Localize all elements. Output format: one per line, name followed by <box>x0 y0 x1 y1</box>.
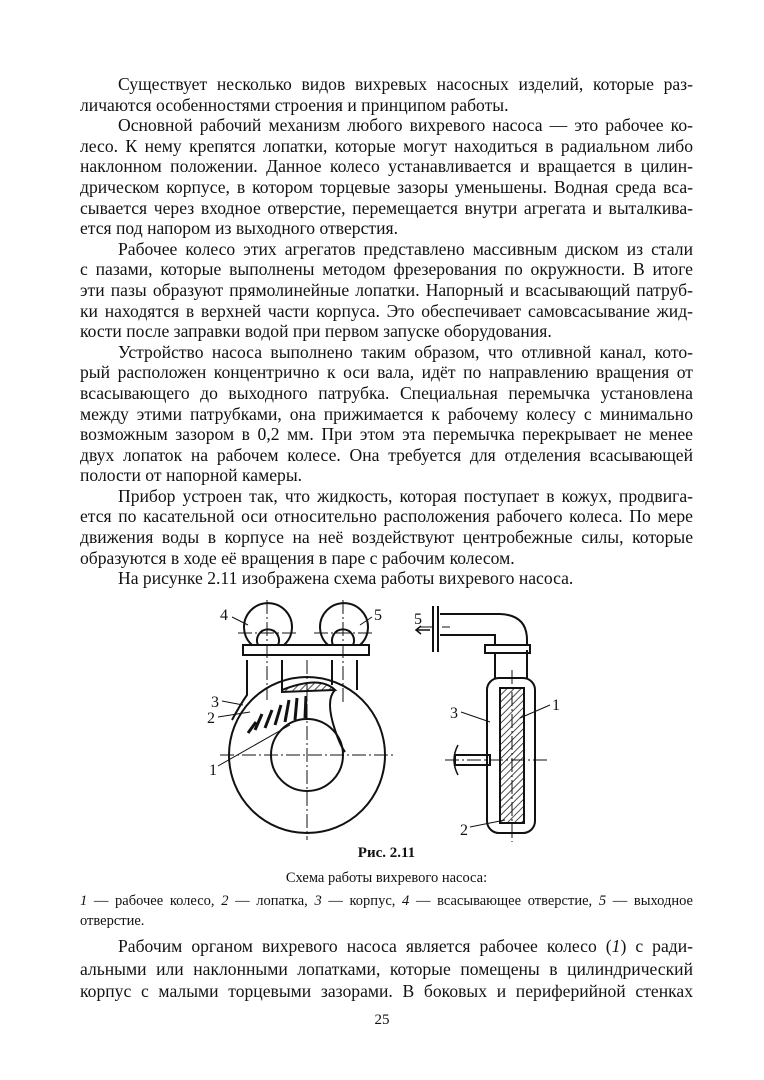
text-line: кости после заправки водой при первом запуске оборудования. <box>80 321 552 342</box>
text-line: всасывающего до выходного патрубка. Специальная перемычка установлена <box>80 382 693 403</box>
text-segment: Рабочим органом вихревого насоса является рабочее колесо ( <box>118 936 612 956</box>
label-side-1: 1 <box>552 697 560 714</box>
text-line: На рисунке 2.11 изображена схема работы вихревого насоса. <box>118 568 574 589</box>
text-line: ки находятся в верхней части корпуса. Это обеспечивает самовсасывание жид- <box>80 300 693 321</box>
label-front-4: 4 <box>220 607 228 624</box>
page-number: 25 <box>374 1012 390 1028</box>
legend-number: 5 <box>598 893 607 909</box>
text-line: личаются особенностями строения и принципом работы. <box>80 94 509 115</box>
text-line: двух лопаток на рабочем колесе. Она требуется для отделения всасывающей <box>80 444 693 465</box>
reference-number: 1 <box>611 936 621 956</box>
label-front-1: 1 <box>209 762 217 779</box>
legend-text: — рабочее колесо, <box>87 893 222 909</box>
label-side-5: 5 <box>414 611 422 628</box>
text-line: альными или наклонными лопатками, которые помещены в цилиндрический <box>80 958 693 979</box>
label-front-3: 3 <box>211 694 219 711</box>
figure-legend <box>80 891 693 931</box>
legend-tail: отверстие. <box>80 913 145 929</box>
legend-text: — лопатка, <box>228 893 315 909</box>
text-line: наклонном положении. Данное колесо устанавливается и вращается в цилин- <box>80 156 693 177</box>
text-line: Прибор устроен так, что жидкость, которая поступает в кожух, продвига- <box>118 485 693 506</box>
legend-text: — всасывающее отверстие, <box>409 893 599 909</box>
text-line: Существует несколько видов вихревых насосных изделий, которые раз- <box>118 74 693 94</box>
text-line: полости от напорной камеры. <box>80 465 303 486</box>
text-line: лесо. К нему крепятся лопатки, которые могут находиться в радиальном либо <box>80 135 693 156</box>
legend-text: — корпус, <box>321 893 403 909</box>
text-line: с пазами, которые выполнены методом фрезерования по окружности. В итоге <box>80 259 693 280</box>
text-line: Основной рабочий механизм любого вихревого насоса — это рабочее ко- <box>118 115 693 136</box>
legend-number: 3 <box>314 893 322 909</box>
text-line: образуются в ходе её вращения в паре с рабочим колесом. <box>80 547 515 568</box>
text-line: между этими патрубками, она прижимается к рабочему колесу с минимально <box>80 403 693 424</box>
figure-number: Рис. 2.11 <box>357 845 416 861</box>
side-view <box>416 606 550 842</box>
text-line: возможным зазором в 0,2 мм. При этом эта перемычка перекрывает не менее <box>80 424 693 445</box>
label-side-2: 2 <box>460 822 468 839</box>
text-line: сывается через входное отверстие, перемещается внутри агрегата и выталкива- <box>80 197 693 218</box>
legend-number: 4 <box>402 893 410 909</box>
legend-number: 1 <box>80 893 88 909</box>
legend-number: 2 <box>221 893 229 909</box>
legend-line <box>80 891 693 911</box>
text-line <box>80 935 693 958</box>
text-line: ется под напором из выходного отверстия. <box>80 218 398 239</box>
text-line: Устройство насоса выполнено таким образом, что отливной канал, кото- <box>118 341 693 362</box>
text-line: дрическом корпусе, в котором торцевые зазоры уменьшены. Водная среда вса- <box>80 176 693 197</box>
text-line: корпус с малыми торцевыми зазорами. В боковых и периферийной стенках <box>80 981 693 1002</box>
text-line: эти пазы образуют прямолинейные лопатки. Напорный и всасывающий патруб- <box>80 279 693 300</box>
body-text-bottom <box>80 935 693 1003</box>
text-line: движения воды в корпусе на неё воздействуют центробежные силы, которые <box>80 527 693 548</box>
label-side-3: 3 <box>450 705 458 722</box>
front-view <box>218 600 395 840</box>
legend-text: — выходное <box>606 893 693 909</box>
text-line: рый расположен концентрично к оси вала, идёт по направлению вращения от <box>80 362 693 383</box>
text-line: Рабочее колесо этих агрегатов представлено массивным диском из стали <box>118 238 693 259</box>
figure-title: Схема работы вихревого насоса: <box>285 870 488 886</box>
label-front-2: 2 <box>207 710 215 727</box>
text-line: ется по касательной оси относительно расположения рабочего колеса. По мере <box>80 506 693 527</box>
label-front-5: 5 <box>374 607 382 624</box>
text-segment: ) с ради- <box>620 936 693 956</box>
